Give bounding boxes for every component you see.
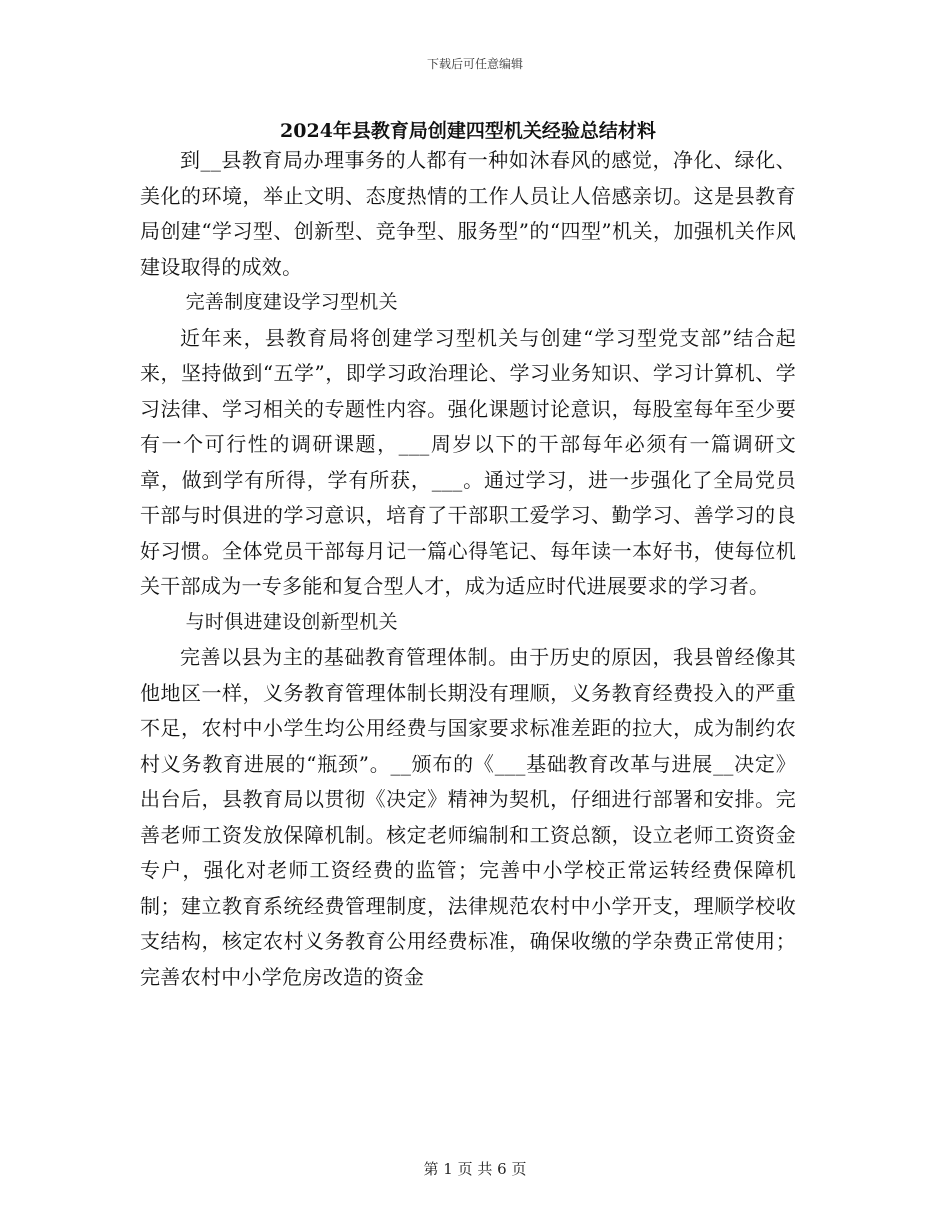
page-number-footer: 第 1 页 共 6 页	[423, 1160, 527, 1178]
paragraph-innovation: 完善以县为主的基础教育管理体制。由于历史的原因，我县曾经像其他地区一样，义务教育管理体制长期没有理顺，义务教育经费投入的严重不足，农村中小学生均公用经费与国家要求标准差距的拉大，成为制约农村义务教育进展的“瓶颈”。__颁布的《___基础教育改革与进展__决定》出台后，县教育局以贯彻《决定》精神为契机，仔细进行部署和安排。完善老师工资发放保障机制。核定老师编制和工资总额，设立老师工资资金专户，强化对老师工资经费的监管；完善中小学校正常运转经费保障机制；建立教育系统经费管理制度，法律规范农村中小学开支，理顺学校收支结构，核定农村义务教育公用经费标准，确保收缴的学杂费正常使用；完善农村中小学危房改造的资金	[140, 645, 796, 989]
header-note: 下载后可任意编辑	[426, 57, 523, 71]
paragraph-intro: 到__县教育局办理事务的人都有一种如沐春风的感觉，净化、绿化、美化的环境，举止文明、态度热情的工作人员让人倍感亲切。这是县教育局创建“学习型、创新型、竞争型、服务型”的“四型”机关，加强机关作风建设取得的成效。	[140, 148, 796, 279]
document-title: 2024年县教育局创建四型机关经验总结材料	[280, 120, 656, 142]
document-body	[140, 143, 796, 995]
paragraph-learning: 近年来，县教育局将创建学习型机关与创建“学习型党支部”结合起来，坚持做到“五学”，即学习政治理论、学习业务知识、学习计算机、学习法律、学习相关的专题性内容。强化课题讨论意识，每股室每年至少要有一个可行性的调研课题，___周岁以下的干部每年必须有一篇调研文章，做到学有所得，学有所获，___。通过学习，进一步强化了全局党员干部与时俱进的学习意识，培育了干部职工爱学习、勤学习、善学习的良好习惯。全体党员干部每月记一篇心得笔记、每年读一本好书，使每位机关干部成为一专多能和复合型人才，成为适应时代进展要求的学习者。	[140, 325, 796, 598]
section-heading-innovation: 与时俱进建设创新型机关	[185, 610, 398, 633]
section-heading-learning: 完善制度建设学习型机关	[185, 291, 398, 313]
